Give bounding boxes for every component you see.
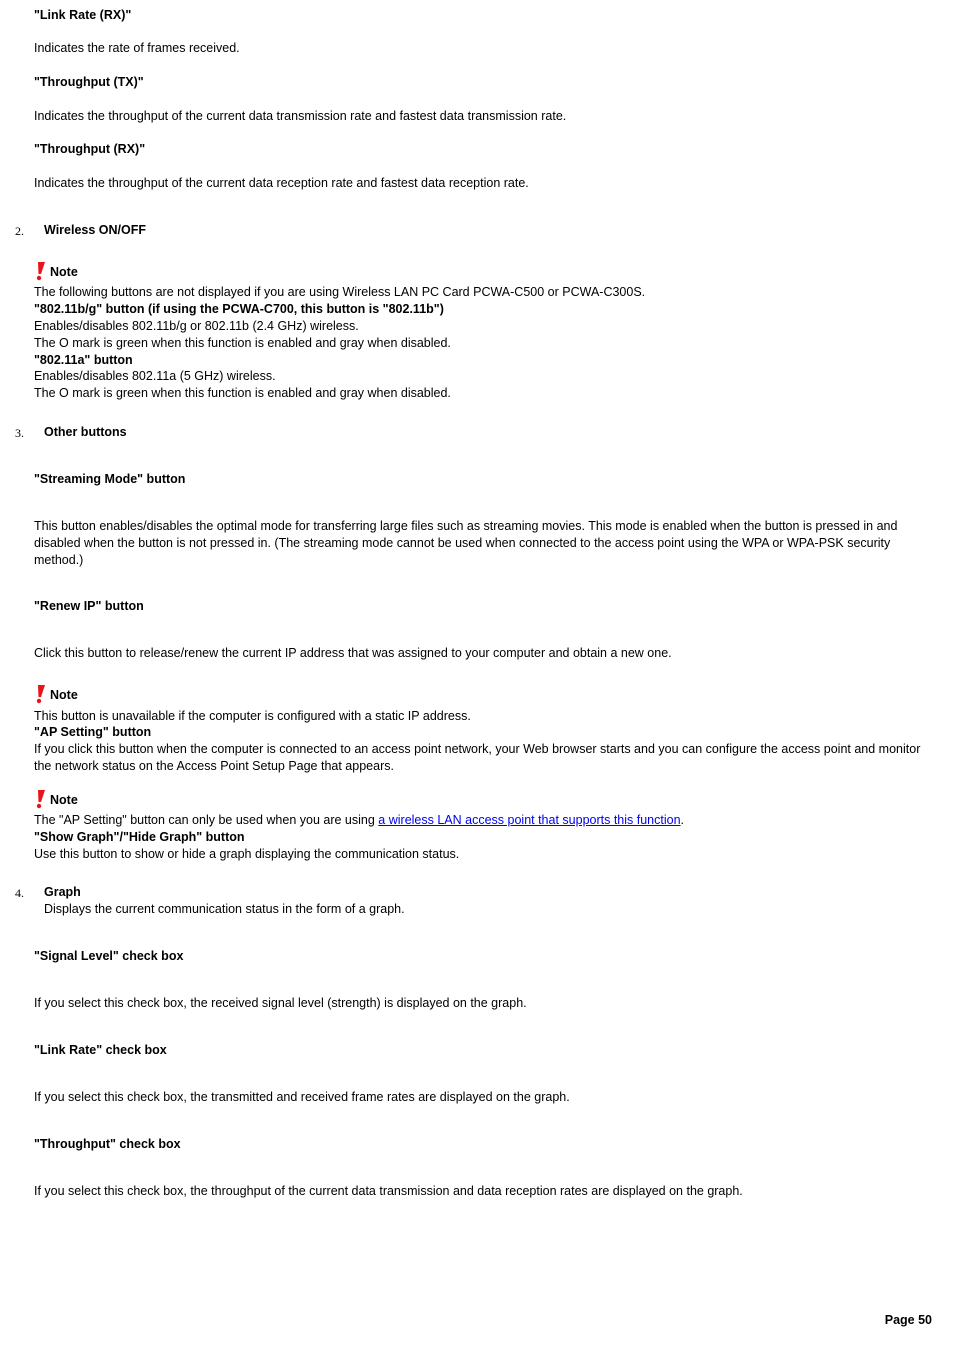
heading-link-rate-checkbox: "Link Rate" check box [34,1043,167,1057]
heading-show-hide-graph: "Show Graph"/"Hide Graph" button [34,830,245,844]
exclamation-icon [34,261,46,281]
text-show-hide-graph: Use this button to show or hide a graph displaying the communication status. [34,847,460,861]
text-80211bg-line1: Enables/disables 802.11b/g or 802.11b (2.4 GHz) wireless. [34,319,359,333]
exclamation-icon [34,789,46,809]
note-text-ap-setting [34,812,684,829]
heading-streaming-mode: "Streaming Mode" button [34,472,186,486]
text-throughput-tx: Indicates the throughput of the current data transmission rate and fastest data transmission rate. [34,109,567,123]
exclamation-icon [34,684,46,704]
text-renew-ip: Click this button to release/renew the current IP address that was assigned to your computer and obtain a new one. [34,646,672,660]
heading-80211bg-button: "802.11b/g" button (if using the PCWA-C700, this button is "802.11b") [34,302,444,316]
text-signal-level: If you select this check box, the received signal level (strength) is displayed on the graph. [34,996,527,1010]
text-80211a-line1: Enables/disables 802.11a (5 GHz) wireless. [34,369,276,383]
heading-throughput-rx: "Throughput (RX)" [34,142,146,156]
heading-ap-setting: "AP Setting" button [34,725,152,739]
text-streaming-mode: This button enables/disables the optimal mode for transferring large files such as streaming movies. This mode is enabled when the button is pressed in and disabled when the button is not pressed in. (The streaming mode cannot be used when connected to the access point using the WPA or WPA-PSK security method.) [34,519,898,567]
note-label: Note [50,793,78,807]
item-title-other-buttons: Other buttons [44,425,127,439]
page-number: Page 50 [884,1313,932,1327]
access-point-link[interactable]: a wireless LAN access point that supports this function [378,813,681,827]
text-80211a-line2: The O mark is green when this function is enabled and gray when disabled. [34,386,451,400]
text-graph-desc: Displays the current communication status in the form of a graph. [44,902,405,916]
heading-throughput-checkbox: "Throughput" check box [34,1137,181,1151]
text-ap-setting: If you click this button when the computer is connected to an access point network, your Web browser starts and you can configure the access point and monitor the network status on the Access Point Setup Page that appears. [34,742,921,773]
note-text-suffix: . [680,813,685,827]
note-text: This button is unavailable if the computer is configured with a static IP address. [34,709,471,723]
heading-renew-ip: "Renew IP" button [34,599,144,613]
text-throughput-rx: Indicates the throughput of the current data reception rate and fastest data reception rate. [34,176,529,190]
text-link-rate-rx: Indicates the rate of frames received. [34,41,240,55]
item-title-graph: Graph [44,885,81,899]
text-throughput-checkbox: If you select this check box, the throughput of the current data transmission and data reception rates are displayed on the graph. [34,1184,743,1198]
note-text: The following buttons are not displayed if you are using Wireless LAN PC Card PCWA-C500 or PCWA-C300S. [34,285,646,299]
heading-signal-level: "Signal Level" check box [34,949,184,963]
item-title-wireless: Wireless ON/OFF [44,223,146,237]
note-label: Note [50,265,78,279]
list-number-3: 3. [15,426,24,440]
heading-link-rate-rx: "Link Rate (RX)" [34,8,132,22]
text-link-rate-checkbox: If you select this check box, the transmitted and received frame rates are displayed on the graph. [34,1090,570,1104]
heading-80211a-button: "802.11a" button [34,353,133,367]
list-number-4: 4. [15,886,24,900]
list-number-2: 2. [15,224,24,238]
note-label: Note [50,688,78,702]
text-80211bg-line2: The O mark is green when this function is enabled and gray when disabled. [34,336,451,350]
heading-throughput-tx: "Throughput (TX)" [34,75,144,89]
note-text-prefix: The "AP Setting" button can only be used when you are using [34,813,379,827]
